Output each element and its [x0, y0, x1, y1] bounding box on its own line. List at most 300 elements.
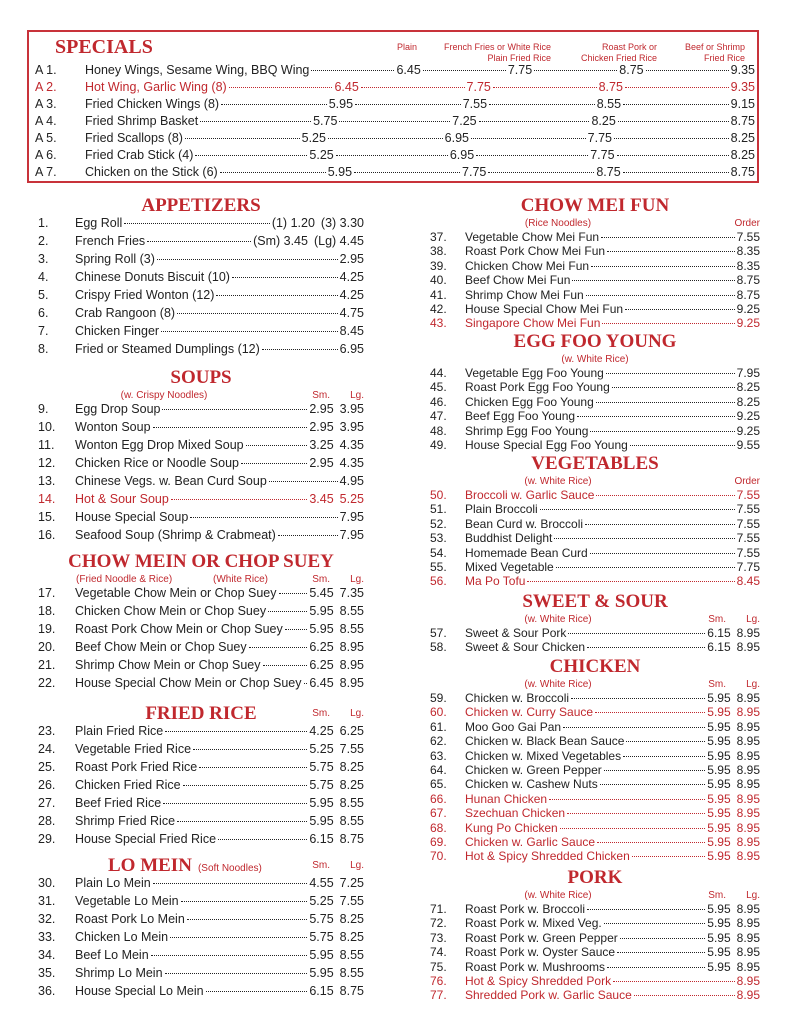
item-number: 20.: [38, 640, 56, 654]
column-header: Lg.: [746, 613, 760, 625]
item-number: 9.: [38, 402, 49, 416]
menu-item: [430, 273, 760, 287]
item-price: 8.95: [736, 849, 760, 864]
item-price: 7.75: [466, 80, 491, 94]
dot-leader: [618, 121, 729, 122]
item-price: 8.75: [596, 165, 621, 179]
item-name: House Special Chow Mein or Chop Suey: [75, 676, 302, 690]
item-price: 5.25: [309, 148, 334, 162]
section-sweet-sour: [430, 592, 760, 655]
item-number: 24.: [38, 742, 56, 756]
col-header-beef: Beef or Shrimp Fried Rice: [684, 42, 745, 63]
item-number: 34.: [38, 948, 56, 962]
item-price: 8.95: [339, 676, 364, 690]
dot-leader: [170, 937, 307, 938]
dot-leader: [262, 349, 338, 350]
item-price: 7.55: [462, 97, 488, 111]
item-name: Chicken Egg Foo Young: [465, 394, 594, 409]
item-price: 7.25: [339, 876, 364, 890]
dot-leader: [540, 509, 735, 510]
item-price-small: 3.25: [309, 438, 334, 452]
item-price: 9.15: [730, 97, 756, 111]
dot-leader: [185, 138, 300, 139]
menu-item: [430, 691, 760, 705]
dot-leader: [554, 538, 734, 539]
item-name: Hunan Chicken: [465, 791, 548, 806]
item-price: 7.95: [339, 510, 364, 524]
item-price: 8.55: [339, 622, 364, 636]
item-name: Fried Scallops (8): [85, 131, 183, 145]
specials-title: SPECIALS: [55, 36, 153, 58]
item-name: Chicken w. Broccoli: [465, 691, 570, 705]
item-name: House Special Fried Rice: [75, 832, 217, 846]
item-price: 7.75: [736, 559, 760, 574]
section-title: CHOW MEI FUN: [520, 195, 670, 216]
section-title: SOUPS: [170, 367, 232, 388]
dot-leader: [577, 416, 735, 417]
item-name: Chicken on the Stick (6): [85, 165, 218, 179]
item-price: 7.55: [339, 894, 364, 908]
item-price-small: 5.95: [309, 604, 334, 618]
specials-list: [35, 63, 755, 182]
item-price-small: 5.95: [707, 945, 731, 960]
item-name: Beef Chow Mein or Chop Suey: [75, 640, 247, 654]
item-name: Beef Lo Mein: [75, 948, 149, 962]
section-egg-foo-young: [430, 332, 760, 452]
menu-item: [38, 528, 364, 546]
item-price: 7.55: [736, 488, 760, 502]
item-name: Chicken w. Green Pepper: [465, 762, 602, 777]
item-number: 21.: [38, 658, 56, 672]
dot-leader: [597, 842, 705, 843]
item-name: Beef Egg Foo Young: [465, 409, 576, 424]
item-number: 55.: [430, 559, 447, 574]
item-number: 67.: [430, 806, 447, 821]
item-name: House Special Lo Mein: [75, 984, 204, 998]
section-appetizers: [38, 196, 364, 360]
dot-leader: [361, 87, 465, 88]
dot-leader: [596, 495, 734, 496]
section-subtitle: (w. White Rice): [524, 475, 592, 487]
section-title: VEGETABLES: [531, 453, 659, 474]
item-price-small: 5.95: [707, 959, 731, 974]
item-price-small: 5.95: [309, 796, 334, 810]
item-price: 8.95: [736, 834, 760, 849]
menu-item: [430, 259, 760, 273]
item-number: 66.: [430, 791, 447, 806]
dot-leader: [625, 309, 735, 310]
item-name: Broccoli w. Garlic Sauce: [465, 488, 595, 502]
menu-item: [430, 438, 760, 452]
menu-item: [430, 395, 760, 409]
dot-leader: [161, 331, 338, 332]
item-price-small: 5.75: [309, 930, 334, 944]
item-price: 7.75: [462, 165, 487, 179]
dot-leader: [587, 909, 705, 910]
dot-leader: [193, 749, 307, 750]
item-number: 52.: [430, 516, 447, 531]
dot-leader: [269, 481, 338, 482]
section-chow-mein: [38, 552, 364, 694]
item-number: 63.: [430, 748, 447, 763]
item-name: Buddhist Delight: [465, 531, 553, 546]
item-price-small: 6.45: [309, 676, 334, 690]
item-name: Shrimp Lo Mein: [75, 966, 163, 980]
item-price: 6.45: [396, 63, 421, 77]
item-name: Shrimp Chow Mein or Chop Suey: [75, 658, 261, 672]
dot-leader: [556, 567, 735, 568]
dot-leader: [623, 756, 705, 757]
menu-item: [38, 912, 364, 930]
item-number: 33.: [38, 930, 56, 944]
dot-leader: [336, 155, 448, 156]
column-header: Sm.: [708, 889, 726, 901]
item-name: Roast Pork w. Green Pepper: [465, 930, 618, 945]
item-number: 43.: [430, 316, 447, 331]
item-price: 8.25: [339, 760, 364, 774]
specials-row: [35, 114, 755, 131]
item-number: 19.: [38, 622, 56, 636]
item-price-small: 5.95: [707, 691, 731, 705]
item-price: 8.75: [730, 165, 756, 179]
item-price: (3) 3.30: [320, 216, 364, 230]
dot-leader: [471, 138, 586, 139]
section-subtitle: (w. White Rice): [524, 889, 592, 901]
item-number: 70.: [430, 849, 447, 864]
item-name: Mixed Vegetable: [465, 559, 554, 574]
dot-leader: [200, 121, 311, 122]
dot-leader: [596, 402, 735, 403]
section-title: CHOW MEIN OR CHOP SUEY: [68, 551, 334, 572]
menu-item: [430, 531, 760, 545]
item-price: 4.35: [339, 438, 364, 452]
item-price: 8.55: [339, 814, 364, 828]
item-number: 38.: [430, 244, 447, 259]
item-price: 9.35: [730, 63, 756, 77]
item-price: 8.95: [736, 777, 760, 792]
item-price: 7.25: [452, 114, 477, 128]
dot-leader: [285, 629, 308, 630]
menu-item: [38, 474, 364, 492]
item-price: 2.95: [339, 252, 364, 266]
item-price-small: 5.75: [309, 778, 334, 792]
item-price: 8.75: [736, 273, 760, 288]
menu-item: [38, 966, 364, 984]
menu-item: [38, 438, 364, 456]
dot-leader: [183, 785, 308, 786]
item-price-small: 2.95: [309, 402, 334, 416]
menu-item: [430, 705, 760, 719]
menu-item: [430, 849, 760, 863]
column-header: Lg.: [350, 708, 364, 719]
item-number: 71.: [430, 902, 447, 916]
item-number: 23.: [38, 724, 56, 738]
section-subtitle: (w. White Rice): [524, 678, 592, 690]
dot-leader: [187, 919, 308, 920]
menu-item: [430, 902, 760, 916]
item-name: Shrimp Egg Foo Young: [465, 423, 589, 438]
item-name: Sweet & Sour Chicken: [465, 640, 586, 655]
dot-leader: [489, 104, 595, 105]
dot-leader: [607, 251, 735, 252]
menu-item: [430, 792, 760, 806]
dot-leader: [163, 803, 307, 804]
menu-item: [38, 270, 364, 288]
dot-leader: [600, 784, 706, 785]
item-name: Hot Wing, Garlic Wing (8): [85, 80, 227, 94]
menu-item: [430, 424, 760, 438]
section-vegetables: [430, 454, 760, 589]
item-price-small: 5.95: [309, 966, 334, 980]
section-subtitle: (w. White Rice): [561, 353, 629, 365]
item-price-small: 5.95: [707, 777, 731, 792]
item-price: 5.25: [301, 131, 326, 145]
item-name: House Special Egg Foo Young: [465, 437, 628, 452]
item-price: 8.45: [339, 324, 364, 338]
specials-box: [27, 30, 759, 183]
item-number: A 6.: [35, 148, 57, 162]
item-name: Chinese Donuts Biscuit (10): [75, 270, 230, 284]
item-price: 8.95: [339, 658, 364, 672]
item-name: Moo Goo Gai Pan: [465, 719, 562, 734]
item-price-small: 5.95: [309, 948, 334, 962]
item-price: 7.55: [736, 502, 760, 517]
column-header: Lg.: [350, 860, 364, 871]
menu-item: [38, 876, 364, 894]
item-price: 8.95: [736, 916, 760, 931]
item-price: 8.55: [596, 97, 622, 111]
item-price: 8.55: [339, 966, 364, 980]
item-number: 61.: [430, 719, 447, 734]
item-price-small: (Sm) 3.45: [253, 234, 308, 248]
item-name: Chicken w. Curry Sauce: [465, 705, 594, 720]
item-name: Crispy Fried Wonton (12): [75, 288, 215, 302]
column-header: Lg.: [350, 389, 364, 401]
item-number: 74.: [430, 945, 447, 960]
item-price: 8.75: [598, 80, 623, 94]
item-name: Hot & Spicy Shredded Pork: [465, 973, 612, 988]
dot-leader: [604, 923, 706, 924]
item-number: 75.: [430, 959, 447, 974]
item-name: Shrimp Chow Mei Fun: [465, 287, 584, 302]
menu-item: [430, 988, 760, 1002]
dot-leader: [355, 104, 461, 105]
item-number: 51.: [430, 502, 447, 517]
dot-leader: [604, 770, 706, 771]
item-name: Chicken Lo Mein: [75, 930, 169, 944]
item-price: 8.95: [736, 988, 760, 1003]
menu-item: [430, 806, 760, 820]
item-number: 65.: [430, 777, 447, 792]
item-number: 2.: [38, 234, 49, 248]
item-price: 8.25: [339, 930, 364, 944]
column-header: Order: [734, 217, 760, 229]
section-chow-mei-fun: [430, 196, 760, 331]
menu-item: [38, 306, 364, 324]
column-header: Sm.: [312, 860, 330, 871]
menu-item: [430, 821, 760, 835]
item-price: 8.95: [736, 791, 760, 806]
item-price: 8.75: [619, 63, 644, 77]
item-number: A 7.: [35, 165, 57, 179]
specials-row: [35, 148, 755, 165]
item-number: 36.: [38, 984, 56, 998]
menu-item: [430, 835, 760, 849]
item-price: 5.25: [339, 492, 364, 506]
section-subheader: [430, 677, 760, 691]
menu-item: [430, 749, 760, 763]
dot-leader: [591, 266, 735, 267]
item-price-small: 5.95: [707, 820, 731, 835]
section-subtitle: (w. White Rice): [524, 613, 592, 625]
item-name: Vegetable Chow Mein or Chop Suey: [75, 586, 277, 600]
item-number: A 2.: [35, 80, 57, 94]
item-name: Chicken Chow Mein or Chop Suey: [75, 604, 267, 618]
item-number: 18.: [38, 604, 56, 618]
item-price: 8.25: [736, 394, 760, 409]
menu-item: [38, 324, 364, 342]
item-number: 12.: [38, 456, 56, 470]
dot-leader: [206, 991, 308, 992]
item-price: 7.75: [587, 131, 612, 145]
menu-item: [38, 420, 364, 438]
dot-leader: [572, 280, 734, 281]
item-number: 56.: [430, 574, 447, 589]
item-price-small: 6.25: [309, 640, 334, 654]
item-name: Roast Pork w. Oyster Sauce: [465, 945, 616, 960]
item-price: 8.95: [736, 691, 760, 705]
dot-leader: [199, 767, 307, 768]
dot-leader: [626, 741, 705, 742]
item-price-small: 4.55: [309, 876, 334, 890]
dot-leader: [614, 138, 729, 139]
item-price-small: 6.25: [309, 658, 334, 672]
column-header: Lg.: [350, 573, 364, 585]
dot-leader: [153, 427, 308, 428]
item-price-small: 6.15: [309, 984, 334, 998]
item-price: 8.95: [736, 762, 760, 777]
item-name: Szechuan Chicken: [465, 806, 566, 821]
item-number: 28.: [38, 814, 56, 828]
dot-leader: [586, 295, 735, 296]
col-header-fries: French Fries or White Rice Plain Fried Rice: [443, 42, 551, 63]
dot-leader: [590, 553, 735, 554]
item-number: 39.: [430, 258, 447, 273]
item-price-small: 5.95: [309, 622, 334, 636]
dot-leader: [249, 647, 308, 648]
section-title: CHICKEN: [549, 656, 641, 677]
dot-leader: [630, 445, 735, 446]
item-price: 8.95: [736, 748, 760, 763]
item-name: Hot & Spicy Shredded Chicken: [465, 849, 630, 864]
item-number: A 1.: [35, 63, 57, 77]
item-price: 8.35: [736, 244, 760, 259]
item-price: 4.75: [339, 306, 364, 320]
item-price-small: 5.95: [707, 791, 731, 806]
item-price: 4.25: [339, 270, 364, 284]
dot-leader: [613, 981, 735, 982]
column-header: Sm.: [312, 389, 330, 401]
item-price: 8.95: [736, 930, 760, 945]
item-price: 6.95: [444, 131, 469, 145]
item-price-small: 2.95: [309, 420, 334, 434]
item-number: 48.: [430, 423, 447, 438]
item-price: 7.95: [736, 366, 760, 380]
dot-leader: [218, 839, 307, 840]
section-title: FRIED RICE: [145, 703, 257, 724]
item-price: 8.95: [736, 902, 760, 916]
item-number: 57.: [430, 626, 447, 640]
menu-item: [430, 230, 760, 244]
item-price: 8.95: [736, 945, 760, 960]
dot-leader: [311, 70, 394, 71]
item-name: Vegetable Chow Mei Fun: [465, 230, 600, 244]
item-name: Roast Pork w. Mixed Veg.: [465, 916, 602, 931]
item-number: 50.: [430, 488, 447, 502]
item-name: Honey Wings, Sesame Wing, BBQ Wing: [85, 63, 310, 77]
menu-item: [38, 894, 364, 912]
item-price: 7.55: [736, 545, 760, 560]
item-number: 14.: [38, 492, 56, 506]
item-number: A 4.: [35, 114, 57, 128]
dot-leader: [162, 409, 307, 410]
item-price: 9.25: [736, 409, 760, 424]
item-number: 46.: [430, 394, 447, 409]
dot-leader: [623, 172, 729, 173]
section-subtitle: (Fried Noodle & Rice): [76, 573, 173, 585]
item-number: 35.: [38, 966, 56, 980]
item-price-small: 2.95: [309, 456, 334, 470]
item-name: Fried Crab Stick (4): [85, 148, 194, 162]
dot-leader: [216, 295, 337, 296]
dot-leader: [190, 517, 337, 518]
dot-leader: [278, 535, 338, 536]
item-number: 17.: [38, 586, 56, 600]
dot-leader: [479, 121, 590, 122]
section-title: EGG FOO YOUNG: [513, 331, 677, 352]
specials-row: [35, 131, 755, 148]
item-name: Fried or Steamed Dumplings (12): [75, 342, 260, 356]
item-name: Singapore Chow Mei Fun: [465, 316, 601, 331]
item-name: Plain Fried Rice: [75, 724, 164, 738]
menu-item: [38, 724, 364, 742]
item-price: 8.45: [736, 574, 760, 589]
item-price-small: 5.95: [309, 814, 334, 828]
item-name: Crab Rangoon (8): [75, 306, 176, 320]
dot-leader: [617, 952, 705, 953]
dot-leader: [232, 277, 338, 278]
item-price-small: 3.45: [309, 492, 334, 506]
column-headers: [290, 708, 364, 719]
item-price: 8.55: [339, 604, 364, 618]
item-name: Chicken w. Cashew Nuts: [465, 777, 598, 792]
item-number: 25.: [38, 760, 56, 774]
item-name: Roast Pork Egg Foo Young: [465, 380, 610, 395]
item-name: Shredded Pork w. Garlic Sauce: [465, 988, 632, 1003]
item-price: 8.95: [736, 719, 760, 734]
menu-item: [38, 984, 364, 1002]
item-price-small: 6.15: [707, 640, 731, 655]
item-number: 32.: [38, 912, 56, 926]
menu-item: [430, 945, 760, 959]
dot-leader: [590, 431, 734, 432]
dot-leader: [623, 104, 729, 105]
column-headers: [290, 860, 364, 871]
item-price: 8.35: [736, 258, 760, 273]
item-price: 5.95: [327, 165, 353, 179]
menu-item: [38, 288, 364, 306]
menu-item: [38, 778, 364, 796]
